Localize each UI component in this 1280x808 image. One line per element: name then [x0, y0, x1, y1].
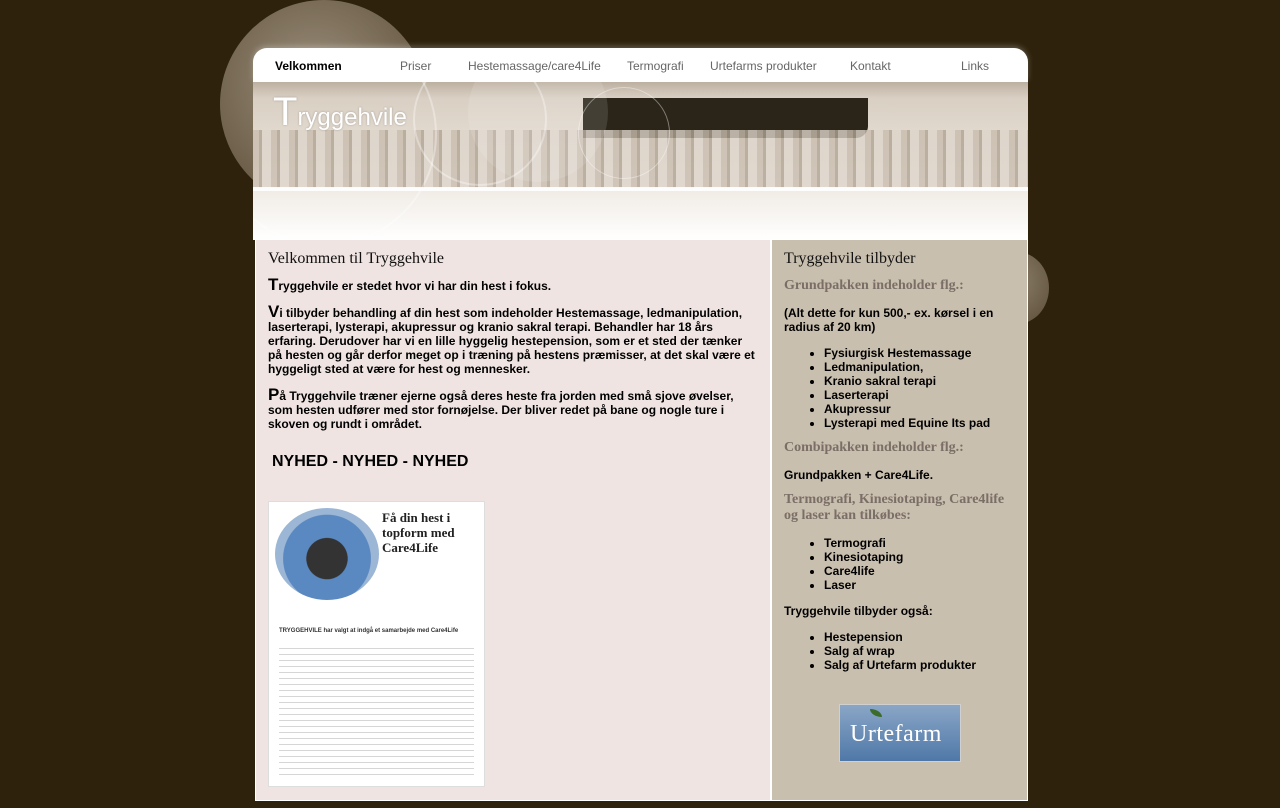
list-item: • Akupressur [824, 402, 1015, 416]
header-white-strip [253, 187, 1028, 191]
welcome-column [255, 239, 771, 801]
list-item: • Salg af wrap [824, 644, 1015, 658]
list-item: • Lysterapi med Equine Its pad [824, 416, 1015, 430]
flyer-fine-print [279, 648, 474, 776]
urtefarm-logo-text: Urtefarm [850, 721, 942, 747]
flyer-headline: Få din hest i topform med Care4Life [382, 510, 455, 555]
urtefarm-logo[interactable] [839, 704, 961, 762]
list-item: • Ledmanipulation, [824, 360, 1015, 374]
combipakke-text: Grundpakken + Care4Life. [784, 468, 934, 482]
welcome-heading: Velkommen til Tryggehvile [268, 250, 444, 267]
list-item: • Laserterapi [824, 388, 1015, 402]
page-container [253, 48, 1028, 808]
leaf-icon [870, 709, 882, 717]
combipakke-title: Combipakken indeholder flg.: [784, 440, 964, 455]
grundpakke-title: Grundpakken indeholder flg.: [784, 278, 964, 293]
training-paragraph: På Tryggehvile træner ejerne også deres heste fra jorden med små sjove øvelser, som hesten udfører med stor fornøjelse. Der bliver redet på bane og nogle ture i skoven og rundt i området. [268, 385, 734, 431]
list-item: • Hestepension [824, 630, 1015, 644]
nav-item-kontakt[interactable]: Kontakt [850, 59, 891, 73]
list-item: • Laser [824, 578, 1015, 592]
list-item: • Care4life [824, 564, 1015, 578]
news-headline: NYHED - NYHED - NYHED [272, 453, 469, 470]
list-item: • Salg af Urtefarm produkter [824, 658, 1015, 672]
nav-item-links[interactable]: Links [961, 59, 990, 73]
intro-paragraph: Tryggehvile er stedet hvor vi har din hest i fokus. [268, 275, 552, 294]
extras-title: Termografi, Kinesiotaping, Care4life og laser kan tilkøbes: [784, 492, 1005, 523]
also-offers-title: Tryggehvile tilbyder også: [784, 604, 933, 618]
extras-list [784, 536, 1015, 592]
list-item: • Fysiurgisk Hestemassage [824, 346, 1015, 360]
grundpakke-list [784, 346, 1015, 430]
nav-item-termografi[interactable]: Termografi [627, 59, 684, 73]
care4life-flyer-image[interactable] [268, 501, 485, 787]
also-offers-list [784, 630, 1015, 672]
nav-item-hestemassage[interactable]: Hestemassage/care4Life [468, 59, 601, 73]
treatment-paragraph: Vi tilbyder behandling af din hest som indeholder Hestemassage, ledmanipulation, laserterapi, lysterapi, akupressur og kranio sakral terapi. Behandler har 18 års erfaring. Derudover har vi en lille hyggelig hestepension, som er et sted der tænker på hesten og går derfor meget op i træning på hestens præmisser, at det skal være et hyggeligt sted at være for hest og mennesker. [268, 302, 755, 376]
header-circle [578, 87, 670, 179]
main-navigation [253, 48, 1028, 82]
header-banner [253, 82, 1028, 240]
flyer-body: TRYGGEHVILE har valgt at indgå et samarbejde med Care4Life [279, 628, 459, 634]
nav-item-velkommen[interactable]: Velkommen [275, 59, 342, 73]
grundpakke-note: (Alt dette for kun 500,- ex. kørsel i en radius af 20 km) [784, 306, 994, 334]
list-item: • Kranio sakral terapi [824, 374, 1015, 388]
list-item: • Kinesiotaping [824, 550, 1015, 564]
site-title: Tryggehvile [273, 90, 407, 134]
flyer-device-image [275, 508, 379, 600]
list-item: • Termografi [824, 536, 1015, 550]
nav-item-urtefarms-produkter[interactable]: Urtefarms produkter [710, 59, 817, 73]
nav-item-priser[interactable]: Priser [400, 59, 432, 73]
offer-heading: Tryggehvile tilbyder [784, 250, 916, 267]
offer-column [771, 239, 1028, 801]
